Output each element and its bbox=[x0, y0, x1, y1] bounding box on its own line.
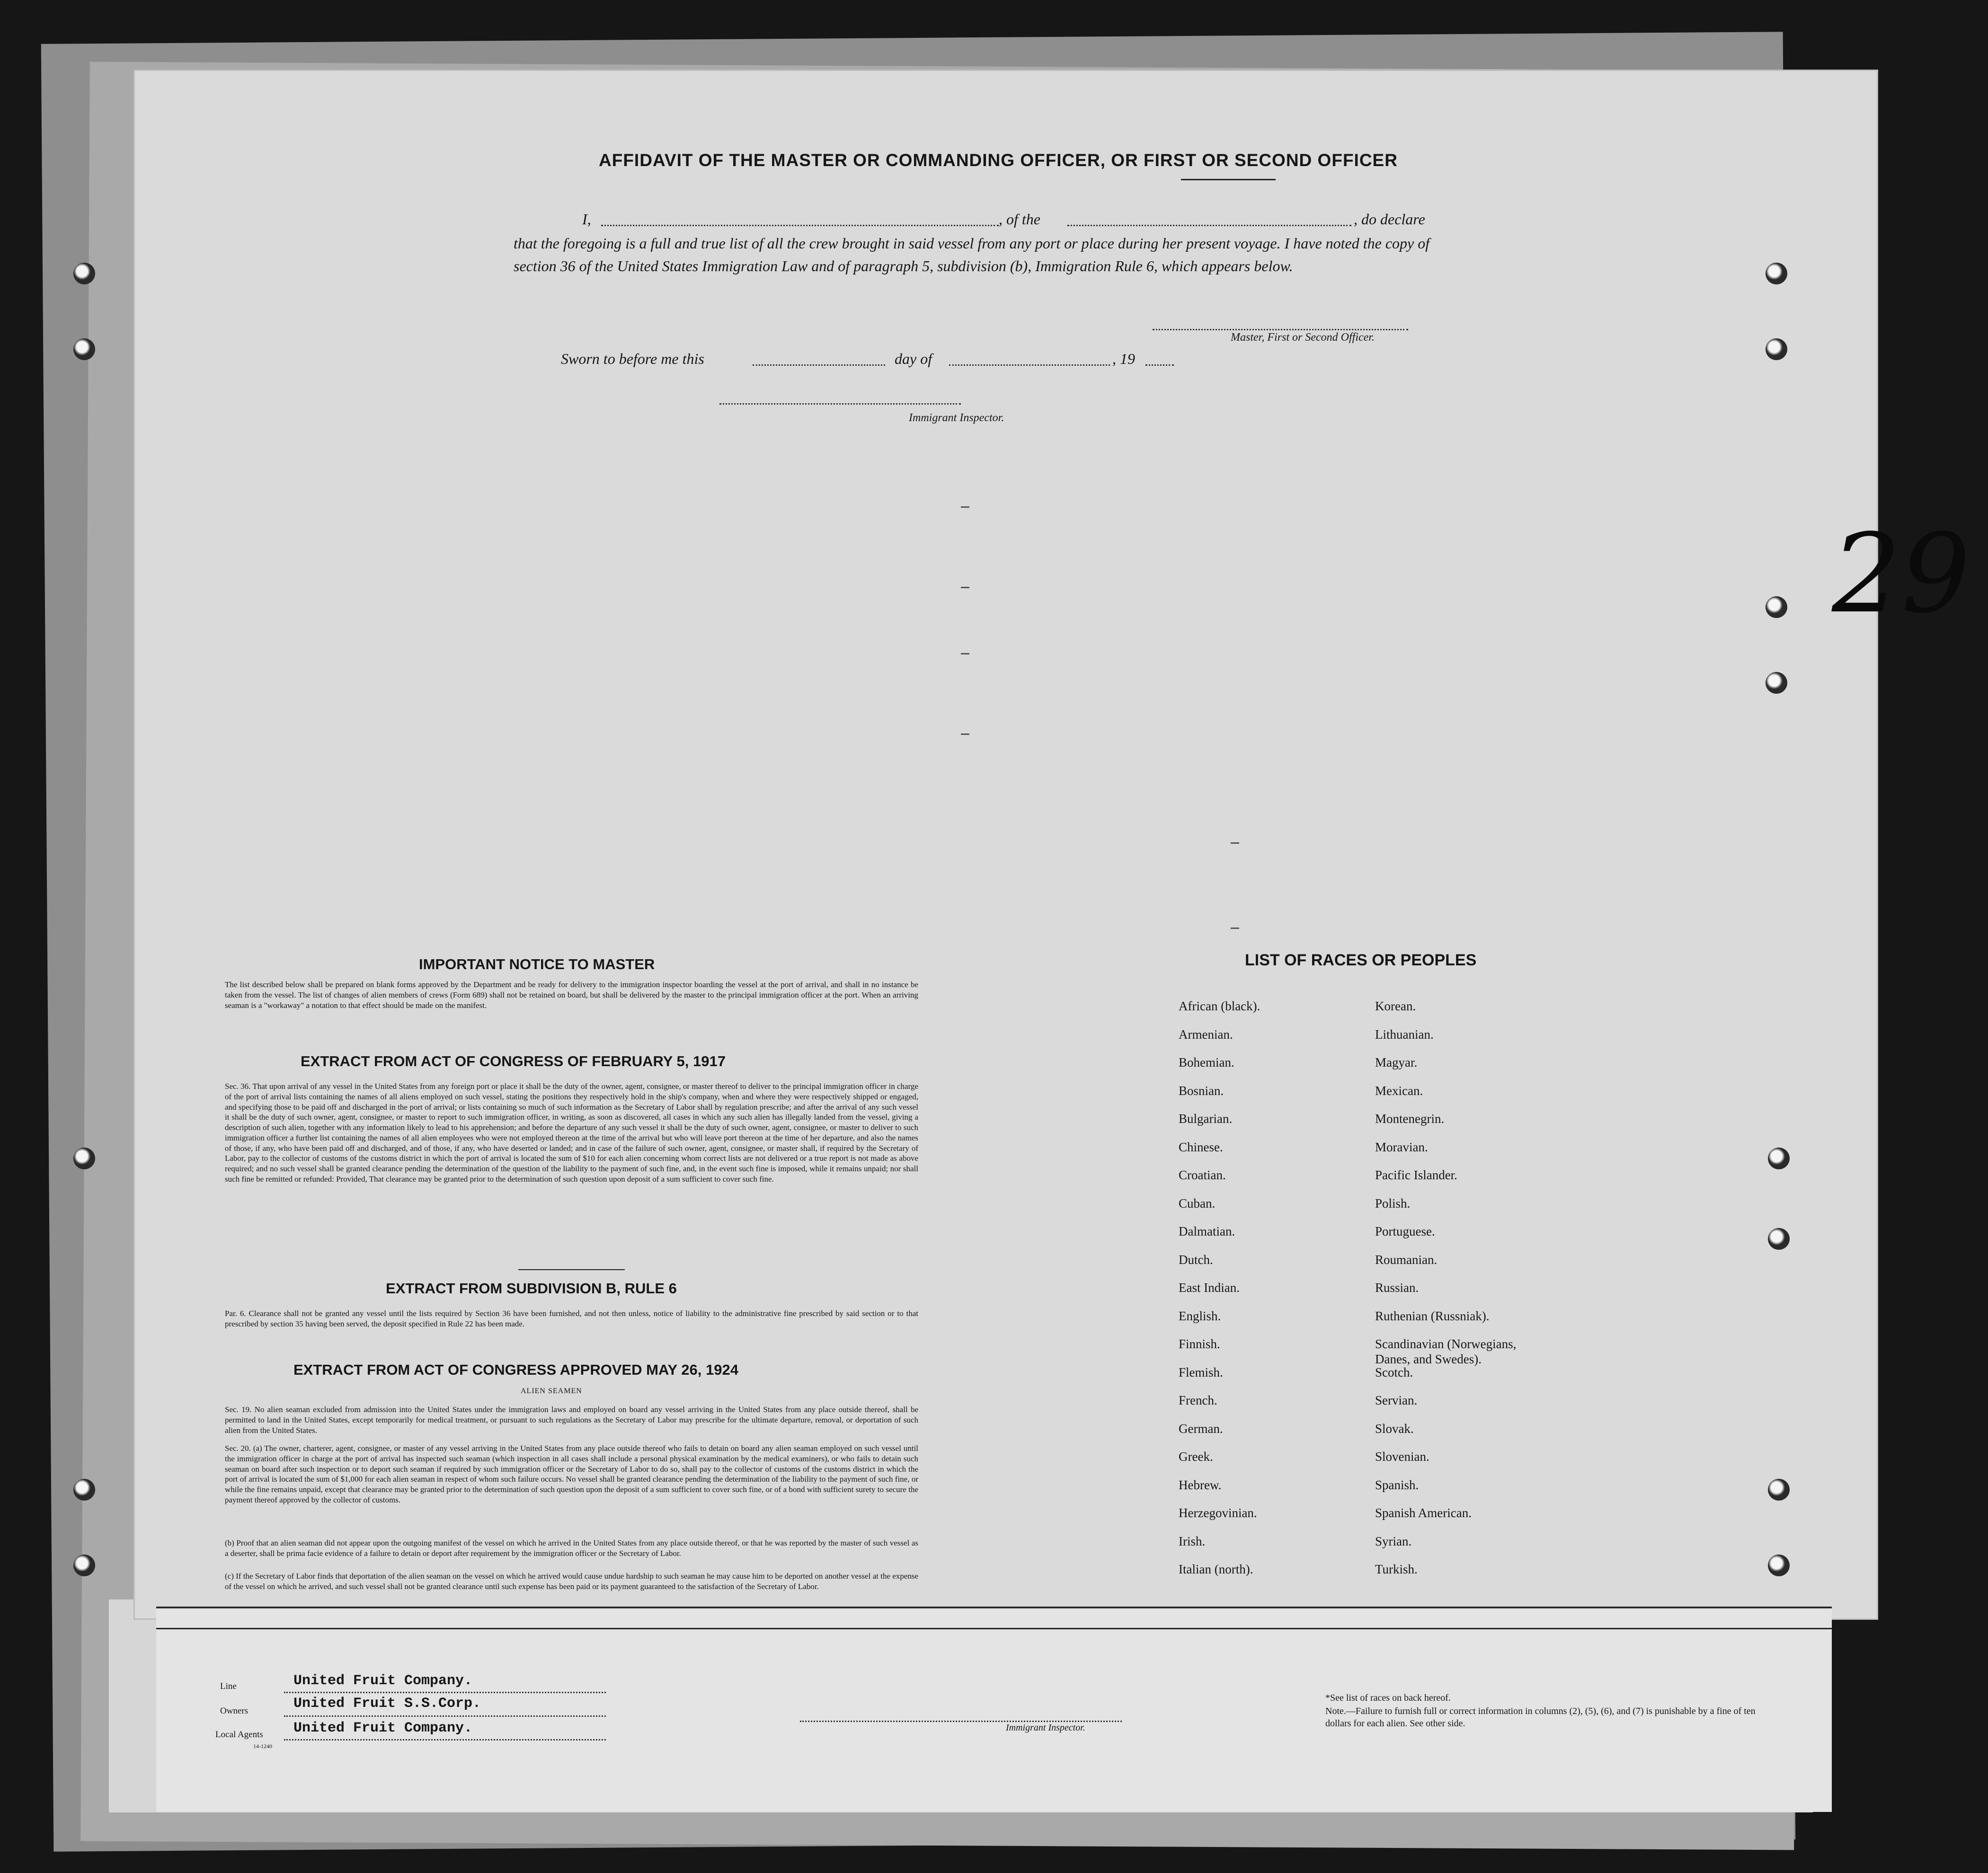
extract-1924-sec20b: (b) Proof that an alien seaman did not appear upon the outgoing manifest of the vessel on which he arrived in the United States from any place outside thereof, or that he was reported by the master of such vessel as a deserter, shall be prima facie evidence of a failure to detain or deport after requirement by the immigration officer or the Secretary of Labor. bbox=[225, 1538, 918, 1558]
race-item: Finnish. bbox=[1179, 1337, 1220, 1351]
punch-hole bbox=[1768, 1555, 1790, 1576]
race-item: Mexican. bbox=[1375, 1083, 1423, 1098]
race-item: Syrian. bbox=[1375, 1534, 1412, 1548]
agents-value: United Fruit Company. bbox=[293, 1720, 473, 1736]
title-underline bbox=[1181, 179, 1276, 180]
race-item: Cuban. bbox=[1179, 1196, 1216, 1210]
race-item: African (black). bbox=[1179, 999, 1260, 1013]
race-item: Portuguese. bbox=[1375, 1224, 1435, 1238]
notice-title: IMPORTANT NOTICE TO MASTER bbox=[419, 956, 655, 972]
race-item: Magyar. bbox=[1375, 1055, 1418, 1069]
form-number: 14-1240 bbox=[253, 1743, 272, 1749]
punch-hole bbox=[1766, 672, 1787, 694]
race-item: Ruthenian (Russniak). bbox=[1375, 1308, 1490, 1323]
race-item: Irish. bbox=[1179, 1534, 1206, 1548]
punch-hole bbox=[73, 1555, 95, 1576]
form-dash bbox=[961, 653, 969, 654]
race-item: Chinese. bbox=[1179, 1140, 1223, 1154]
race-item: Spanish. bbox=[1375, 1477, 1419, 1492]
punch-hole bbox=[1766, 263, 1787, 284]
punch-hole bbox=[1768, 1148, 1790, 1169]
punch-hole bbox=[1768, 1228, 1790, 1250]
race-item: English. bbox=[1179, 1308, 1221, 1323]
extract-1924-sec20c: (c) If the Secretary of Labor finds that deportation of the alien seaman on the vessel on which he arrived would cause undue hardship to such seaman he may cause him to be deported on another vessel at the expense of the vessel on which he arrived, and such vessel shall not be granted clearance until such expense has been paid or its payment guaranteed to the satisfaction of the Secretary of Labor. bbox=[225, 1572, 918, 1591]
punch-hole bbox=[73, 263, 95, 284]
race-item: Polish. bbox=[1375, 1196, 1411, 1210]
line-value: United Fruit Company. bbox=[293, 1673, 473, 1689]
form-dash bbox=[961, 733, 969, 735]
form-dash bbox=[1231, 842, 1239, 844]
footer-note-races: *See list of races on back hereof. bbox=[1325, 1693, 1451, 1703]
race-item: Greek. bbox=[1179, 1449, 1213, 1464]
form-dash bbox=[961, 587, 969, 588]
section-divider bbox=[518, 1269, 625, 1270]
races-title: LIST OF RACES OR PEOPLES bbox=[1245, 951, 1477, 969]
footer-inspector-label: Immigrant Inspector. bbox=[1006, 1723, 1085, 1733]
punch-hole bbox=[73, 338, 95, 360]
agents-field bbox=[284, 1739, 606, 1740]
line-label: Line bbox=[220, 1681, 237, 1691]
extract-1924-sec20a: Sec. 20. (a) The owner, charterer, agent, consignee, or master of any vessel arriving in the United States from any place outside thereof who fails to detain on board any alien seaman employed on such vessel until the immigration officer in charge at the port of arrival has inspected such seaman (which inspection in all cases shall include a personal physical examination by the medical examiners), or who fails to detain such seaman on board after such inspection or to deport such seaman if required by such immigration officer or the Secretary of Labor to do so, shall pay to the collector of customs of the customs district in which the port of arrival is located the sum of $1,000 for each alien seaman in respect of whom such failure occurs. No vessel shall be granted clearance pending the determination of the liability to the payment of such fine, or while the fine remains unpaid, except that clearance may be granted prior to the determination of such question upon the deposit of a sum sufficient to cover such fine, or of a bond with sufficient surety to secure the payment thereof approved by the collector of customs. bbox=[225, 1444, 918, 1504]
extract-1917-text: Sec. 36. That upon arrival of any vessel in the United States from any foreign port or place it shall be the duty of the owner, agent, consignee, or master thereof to deliver to the principal immigration officer in charge of the port of arrival lists containing the names of all aliens employed on such vessel, stating the positions they respectively hold in the ship's company, when and where they were respectively shipped or engaged, and specifying those to be paid off and discharged in the port of arrival; or lists containing so much of such information as the Secretary of Labor shall by regulation prescribe; and after the arrival of any such vessel it shall be the duty of such owner, agent, consignee, or master to report to such immigration officer, in writing, as soon as discovered, all cases in which any such alien has illegally landed from the vessel, giving a description of such alien, together with any information likely to lead to his apprehension; and before the departure of any such vessel it shall be the duty of such owner, agent, consignee, or master to deliver to such immigration officer a further list containing the names of all alien employees who were not employed thereon at the time of the arrival but who will leave port thereon at the time of her departure, and also the names of those, if any, who have been paid off and discharged, and of those, if any, who have deserted or landed; and in case of the failure of such owner, agent, consignee, or master shall, if required by the Secretary of Labor, pay to the collector of customs of the customs district in which the port of arrival is located the sum of $10 for each alien concerning whom correct lists are not delivered or a true report is not made as above required; and no such vessel shall be granted clearance pending the determination of the question of the liability to the payment of such fine, and, in the event such fine is imposed, while it remains unpaid; nor shall such fine be remitted or refunded: Provided, That clearance may be granted prior to the determination of such question upon deposit of a sum sufficient to cover such fine. bbox=[225, 1082, 918, 1184]
declarant-name-field[interactable] bbox=[601, 225, 999, 226]
footer-note-penalty: Note.—Failure to furnish full or correct information in columns (2), (5), (6), and (7) is punishable by a fine of ten dollars for each alien. See other side. bbox=[1325, 1706, 1756, 1729]
race-item: Armenian. bbox=[1179, 1027, 1233, 1042]
sworn-label: Sworn to before me this bbox=[561, 350, 704, 367]
race-item: Roumanian. bbox=[1375, 1252, 1438, 1267]
race-item: Pacific Islander. bbox=[1375, 1168, 1457, 1182]
document-page bbox=[135, 71, 1877, 1618]
race-item: Bohemian. bbox=[1179, 1055, 1234, 1069]
form-dash bbox=[961, 506, 969, 508]
race-item: Scandinavian (Norwegians, Danes, and Swedes). bbox=[1375, 1337, 1517, 1367]
vessel-label: , of the bbox=[999, 211, 1040, 228]
race-item: Bosnian. bbox=[1179, 1083, 1224, 1098]
race-item: Turkish. bbox=[1375, 1562, 1418, 1576]
line-field bbox=[284, 1692, 606, 1693]
affidavit-title: AFFIDAVIT OF THE MASTER OR COMMANDING OFFICER, OR FIRST OR SECOND OFFICER bbox=[599, 150, 1398, 170]
sworn-day-field[interactable] bbox=[753, 364, 885, 366]
extract-1917-title: EXTRACT FROM ACT OF CONGRESS OF FEBRUARY 5, 1917 bbox=[301, 1053, 726, 1069]
footer-inspector-field bbox=[800, 1721, 1122, 1722]
punch-hole bbox=[73, 1479, 95, 1501]
race-item: Scotch. bbox=[1375, 1365, 1413, 1379]
owners-value: United Fruit S.S.Corp. bbox=[293, 1696, 481, 1712]
extract-1924-sec19: Sec. 19. No alien seaman excluded from admission into the United States under the immigration laws and employed on board any vessel arriving in the United States from any place outside thereof, shall be permitted to land in the United States, except temporarily for medical treatment, or pursuant to such regulations as the Secretary of Labor may prescribe for the ultimate departure, removal, or deportation of such alien from the United States. bbox=[225, 1405, 918, 1435]
race-item: Slovak. bbox=[1375, 1421, 1414, 1436]
master-signature-field[interactable] bbox=[1153, 329, 1408, 330]
footer-rule bbox=[156, 1628, 1832, 1629]
extract-rule6-text: Par. 6. Clearance shall not be granted any vessel until the lists required by Section 36 have been furnished, and not then unless, notice of liability to the administrative fine prescribed by said section or to that prescribed by section 35 having been served, the deposit specified in Rule 22 has been made. bbox=[225, 1309, 918, 1328]
declarant-label: I, bbox=[582, 211, 591, 228]
race-item: Spanish American. bbox=[1375, 1506, 1472, 1520]
race-item: East Indian. bbox=[1179, 1281, 1240, 1295]
race-item: Slovenian. bbox=[1375, 1449, 1429, 1464]
race-item: German. bbox=[1179, 1421, 1223, 1436]
handwritten-number: 29 bbox=[1832, 511, 1970, 637]
inspector-signature-field[interactable] bbox=[719, 403, 961, 405]
race-item: Hebrew. bbox=[1179, 1477, 1222, 1492]
agents-label: Local Agents bbox=[215, 1730, 263, 1740]
race-item: Flemish. bbox=[1179, 1365, 1223, 1379]
race-item: Dutch. bbox=[1179, 1252, 1213, 1267]
year-label: , 19 bbox=[1112, 350, 1135, 367]
punch-hole bbox=[1768, 1479, 1790, 1501]
sworn-year-field[interactable] bbox=[1145, 364, 1174, 366]
declaration-text: that the foregoing is a full and true list of all the crew brought in said vessel from any port or place during her present voyage. I have noted the copy of section 36 of the United States Immigration Law and of paragraph 5, subdivision (b), Immigration Rule 6, which appears below. bbox=[514, 235, 1430, 274]
extract-1924-title: EXTRACT FROM ACT OF CONGRESS APPROVED MAY 26, 1924 bbox=[293, 1361, 738, 1378]
race-item: Croatian. bbox=[1179, 1168, 1226, 1182]
punch-hole bbox=[73, 1148, 95, 1169]
race-item: Bulgarian. bbox=[1179, 1112, 1233, 1126]
race-item: Servian. bbox=[1375, 1393, 1418, 1407]
sworn-month-field[interactable] bbox=[949, 364, 1110, 366]
punch-hole bbox=[1766, 338, 1787, 360]
vessel-name-field[interactable] bbox=[1067, 225, 1351, 226]
punch-hole bbox=[1766, 596, 1787, 618]
race-item: Italian (north). bbox=[1179, 1562, 1253, 1576]
race-item: Montenegrin. bbox=[1375, 1112, 1445, 1126]
race-item: Lithuanian. bbox=[1375, 1027, 1434, 1042]
inspector-label: Immigrant Inspector. bbox=[909, 412, 1004, 424]
race-item: Russian. bbox=[1375, 1281, 1419, 1295]
master-signature-label: Master, First or Second Officer. bbox=[1231, 331, 1375, 344]
owners-field bbox=[284, 1715, 606, 1717]
notice-text: The list described below shall be prepared on blank forms approved by the Department and be ready for delivery to the immigration inspector boarding the vessel at the port of arrival, and shall in no instance be taken from the vessel. The list of changes of alien members of crews (Form 689) shall not be retained on board, but shall be delivered by the master to the principal immigration officer at the port. When an arriving seaman is a "workaway" a notation to that effect should be made on the manifest. bbox=[225, 980, 918, 1010]
do-declare-label: , do declare bbox=[1354, 211, 1425, 228]
race-item: Moravian. bbox=[1375, 1140, 1428, 1154]
footer-rule bbox=[156, 1607, 1832, 1608]
race-item: Dalmatian. bbox=[1179, 1224, 1235, 1238]
day-of-label: day of bbox=[895, 350, 932, 367]
race-item: Herzegovinian. bbox=[1179, 1506, 1257, 1520]
extract-rule6-title: EXTRACT FROM SUBDIVISION B, RULE 6 bbox=[386, 1280, 677, 1297]
owners-label: Owners bbox=[220, 1706, 248, 1716]
race-item: Korean. bbox=[1375, 999, 1416, 1013]
race-item: French. bbox=[1179, 1393, 1217, 1407]
extract-1924-subtitle: ALIEN SEAMEN bbox=[521, 1387, 582, 1395]
form-dash bbox=[1231, 928, 1239, 929]
